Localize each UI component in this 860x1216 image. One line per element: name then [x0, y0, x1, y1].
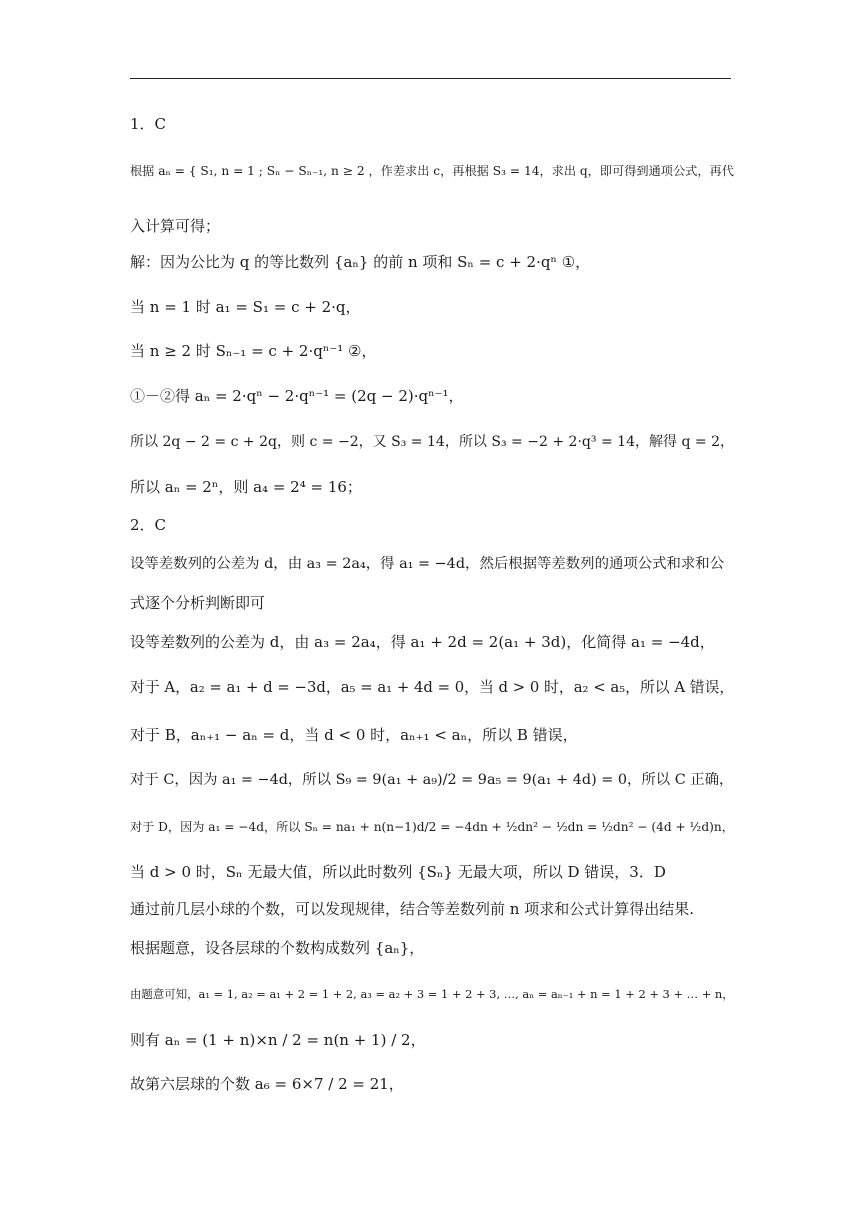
text-line: ①－②得 aₙ = 2·qⁿ − 2·qⁿ⁻¹ = (2q − 2)·qⁿ⁻¹，	[130, 387, 464, 405]
text-line: 当 n = 1 时 a₁ = S₁ = c + 2·q，	[130, 298, 361, 316]
text-line: 根据 aₙ = { S₁, n = 1 ; Sₙ − Sₙ₋₁, n ≥ 2 ，作差求出 c，再根据 S₃ = 14，求出 q，即可得到通项公式，再代	[130, 164, 734, 178]
answer-1-heading: 1．C	[130, 115, 167, 133]
text-line: 根据题意，设各层球的个数构成数列 {aₙ}，	[130, 939, 425, 957]
text-line: 入计算可得；	[130, 217, 221, 235]
text-line: 设等差数列的公差为 d，由 a₃ = 2a₄，得 a₁ + 2d = 2(a₁ + 3d)，化简得 a₁ = −4d，	[130, 633, 715, 651]
answer-2-heading: 2．C	[130, 516, 167, 534]
text-line: 对于 A，a₂ = a₁ + d = −3d，a₅ = a₁ + 4d = 0，当 d > 0 时，a₂ < a₅，所以 A 错误，	[130, 679, 735, 696]
text-line: 设等差数列的公差为 d，由 a₃ = 2a₄，得 a₁ = −4d，然后根据等差数列的通项公式和求和公	[130, 556, 725, 572]
text-line: 式逐个分析判断即可	[130, 594, 266, 612]
text-line: 对于 C，因为 a₁ = −4d，所以 S₉ = 9(a₁ + a₉)/2 = 9a₅ = 9(a₁ + 4d) = 0，所以 C 正确，	[130, 772, 734, 788]
header-rule	[130, 78, 731, 79]
text-line: 故第六层球的个数 a₆ = 6×7 / 2 = 21，	[130, 1075, 404, 1093]
text-line: 解：因为公比为 q 的等比数列 {aₙ} 的前 n 项和 Sₙ = c + 2·qⁿ ①，	[130, 253, 591, 271]
text-line: 所以 aₙ = 2ⁿ，则 a₄ = 2⁴ = 16；	[130, 478, 362, 496]
text-line: 则有 aₙ = (1 + n)×n / 2 = n(n + 1) / 2，	[130, 1031, 426, 1049]
text-line: 当 n ≥ 2 时 Sₙ₋₁ = c + 2·qⁿ⁻¹ ②，	[130, 342, 377, 360]
text-line: 对于 B，aₙ₊₁ − aₙ = d，当 d < 0 时，aₙ₊₁ < aₙ，所以 B 错误，	[130, 726, 578, 744]
text-line: 由题意可知，a₁ = 1, a₂ = a₁ + 2 = 1 + 2, a₃ = a₂ + 3 = 1 + 2 + 3, …, aₙ = aₙ₋₁ + n = 1 + 2 + 3 + … + n，	[130, 987, 734, 1001]
text-line: 所以 2q − 2 = c + 2q，则 c = −2，又 S₃ = 14，所以 S₃ = −2 + 2·q³ = 14，解得 q = 2，	[130, 434, 735, 450]
text-line: 当 d > 0 时，Sₙ 无最大值，所以此时数列 {Sₙ} 无最大项，所以 D 错误，3．D	[130, 863, 666, 881]
text-line: 通过前几层小球的个数，可以发现规律，结合等差数列前 n 项求和公式计算得出结果.	[130, 900, 694, 918]
text-line: 对于 D，因为 a₁ = −4d，所以 Sₙ = na₁ + n(n−1)d/2 = −4dn + ½dn² − ½dn = ½dn² − (4d + ½d)n，	[130, 820, 734, 834]
